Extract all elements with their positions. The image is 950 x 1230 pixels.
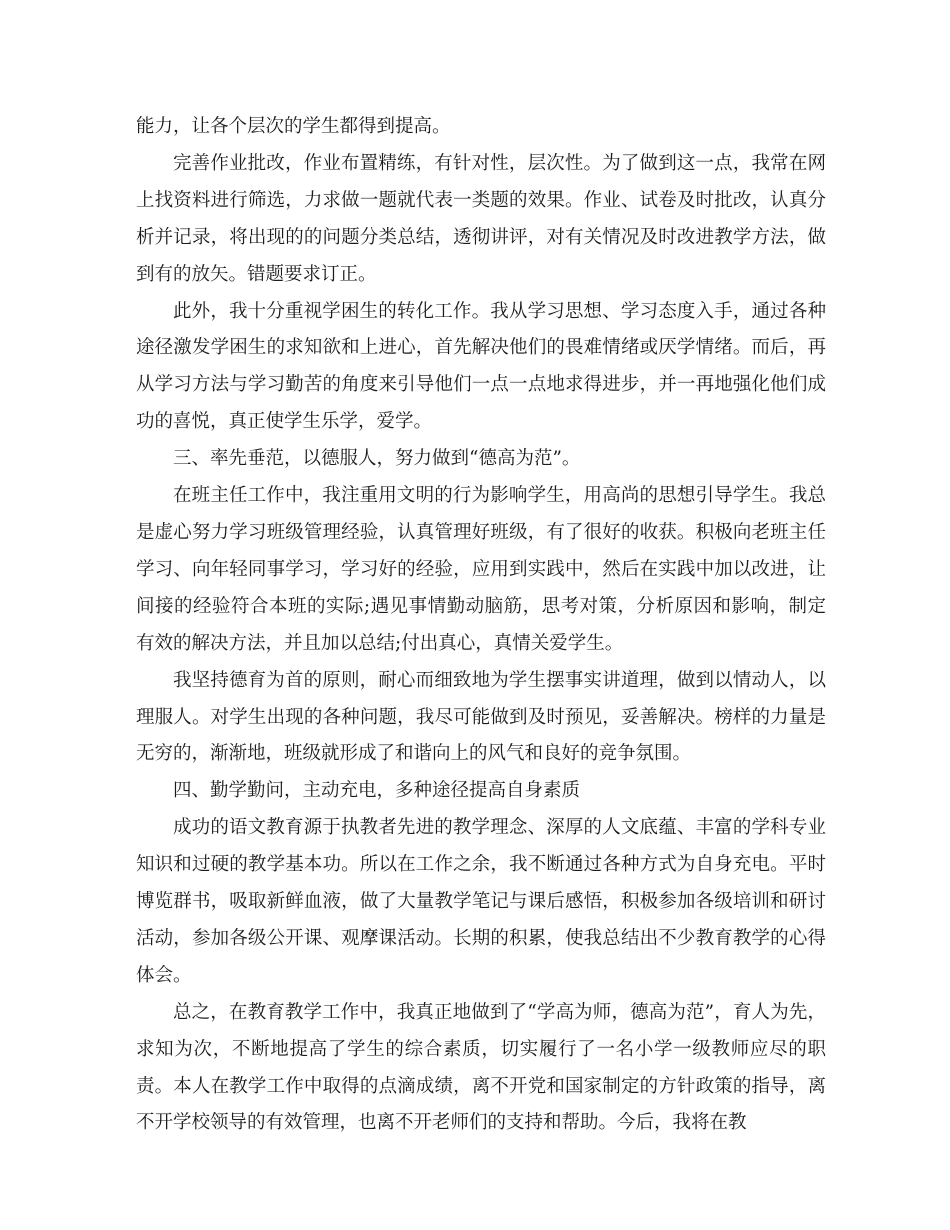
section-heading-4: 四、勤学勤问，主动充电，多种途径提高自身素质 bbox=[173, 780, 581, 802]
paragraph-9: 总之，在教育教学工作中，我真正地做到了“学高为师，德高为范”，育人为先，求知为次，不断地提高了学生的综合素质，切实履行了一名小学一级教师应尽的职责。本人在教学工作中取得的点滴成绩，离不开党和国家制定的方针政策的指导，离不开学校领导的有效管理，也离不开老师们的支持和帮助。今后，我将在教 bbox=[136, 1001, 826, 1134]
section-heading-3: 三、率先垂范，以德服人，努力做到“德高为范”。 bbox=[173, 448, 581, 470]
paragraph-5: 在班主任工作中，我注重用文明的行为影响学生，用高尚的思想引导学生。我总是虚心努力学习班级管理经验，认真管理好班级，有了很好的收获。积极向老班主任学习、向年轻同事学习，学习好的经验，应用到实践中，然后在实践中加以改进，让间接的经验符合本班的实际;遇见事情勤动脑筋，思考对策，分析原因和影响，制定有效的解决方法，并且加以总结;付出真心，真情关爱学生。 bbox=[136, 485, 826, 654]
paragraph-1: 能力，让各个层次的学生都得到提高。 bbox=[136, 116, 451, 137]
document-body bbox=[136, 109, 826, 1142]
paragraph-6: 我坚持德育为首的原则，耐心而细致地为学生摆事实讲道理，做到以情动人，以理服人。对学生出现的各种问题，我尽可能做到及时预见，妥善解决。榜样的力量是无穷的，渐渐地，班级就形成了和谐向上的风气和良好的竞争氛围。 bbox=[136, 669, 826, 765]
paragraph-2: 完善作业批改，作业布置精练，有针对性，层次性。为了做到这一点，我常在网上找资料进行筛选，力求做一题就代表一类题的效果。作业、试卷及时批改，认真分析并记录，将出现的的问题分类总结，透彻讲评，对有关情况及时改进教学方法，做到有的放矢。错题要求订正。 bbox=[136, 152, 826, 285]
paragraph-8: 成功的语文教育源于执教者先进的教学理念、深厚的人文底蕴、丰富的学科专业知识和过硬的教学基本功。所以在工作之余，我不断通过各种方式为自身充电。平时博览群书，吸取新鲜血液，做了大量教学笔记与课后感悟，积极参加各级培训和研讨活动，参加各级公开课、观摩课活动。长期的积累，使我总结出不少教育教学的心得体会。 bbox=[136, 817, 826, 986]
paragraph-3: 此外，我十分重视学困生的转化工作。我从学习思想、学习态度入手，通过各种途径激发学困生的求知欲和上进心，首先解决他们的畏难情绪或厌学情绪。而后，再从学习方法与学习勤苦的角度来引导他们一点一点地求得进步，并一再地强化他们成功的喜悦，真正使学生乐学，爱学。 bbox=[136, 300, 826, 433]
